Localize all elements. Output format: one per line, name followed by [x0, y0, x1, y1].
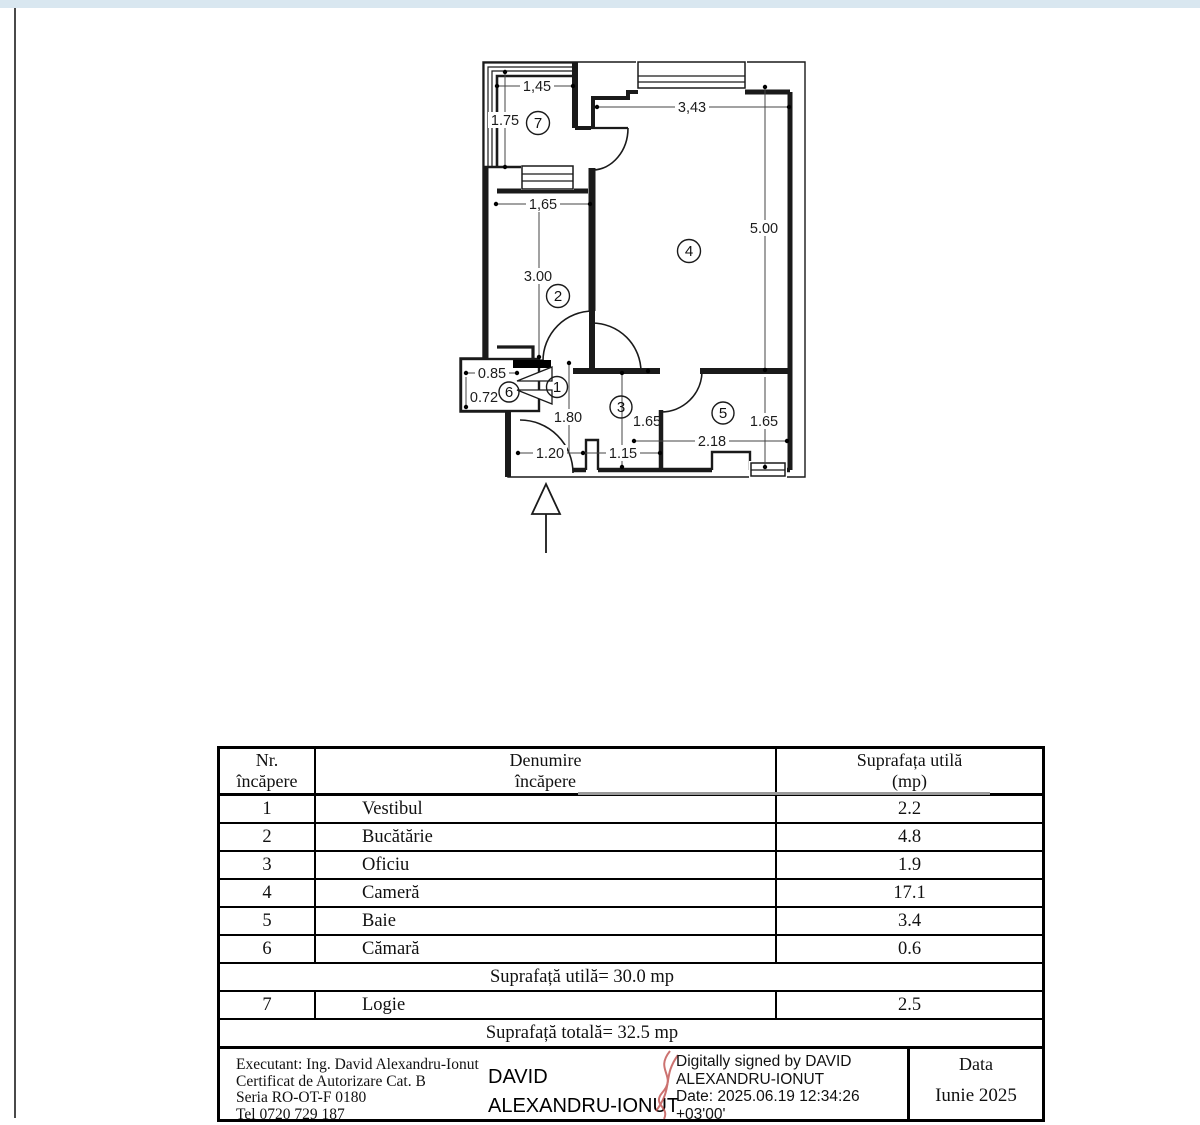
- dim-camara-width: 0.85: [477, 366, 507, 382]
- digital-line: ALEXANDRU-IONUT: [676, 1070, 825, 1088]
- room-number-3: 3: [616, 399, 626, 416]
- window-bathroom: [749, 461, 787, 479]
- total-text: Suprafață totală= 32.5 mp: [219, 1019, 1044, 1048]
- row-area: 1.9: [776, 851, 1044, 879]
- row-nr: 4: [219, 879, 316, 907]
- row-name: Baie: [315, 907, 776, 935]
- row-area: 17.1: [776, 879, 1044, 907]
- table-row: [219, 823, 1044, 851]
- signer-name-line2: ALEXANDRU-IONUT: [488, 1095, 680, 1117]
- scan-edge-band: [0, 0, 1200, 8]
- row-area: 4.8: [776, 823, 1044, 851]
- room-number-6: 6: [504, 384, 514, 401]
- digital-line: Digitally signed by DAVID: [676, 1053, 852, 1070]
- entrance-arrow: [532, 484, 560, 553]
- row-nr: 5: [219, 907, 316, 935]
- table-row: [219, 851, 1044, 879]
- row-name: Bucătărie: [315, 823, 776, 851]
- dim-baie-width: 2.18: [697, 434, 727, 450]
- executant-line: Seria RO-OT-F 0180: [236, 1089, 367, 1106]
- digital-line: Date: 2025.06.19 12:34:26: [676, 1088, 860, 1105]
- floor-plan: [450, 50, 820, 570]
- table-row: [219, 907, 1044, 935]
- dim-camera-width: 3,43: [677, 100, 707, 116]
- row-area: 2.5: [776, 991, 1044, 1019]
- subtotal-row: [219, 963, 1044, 991]
- row-name: Cameră: [315, 879, 776, 907]
- table-row: [219, 991, 1044, 1019]
- table-row: [219, 795, 1044, 824]
- window-kitchen: [521, 164, 574, 190]
- executant-info: [236, 1057, 479, 1123]
- window-living-room: [636, 59, 747, 89]
- row-area: 0.6: [776, 935, 1044, 963]
- table-row: [219, 879, 1044, 907]
- room-number-7: 7: [533, 115, 543, 132]
- subtotal-text: Suprafață utilă= 30.0 mp: [219, 963, 1044, 991]
- dim-kitchen-width: 1,65: [528, 197, 558, 213]
- header-denumire: Denumire încăpere: [315, 748, 776, 795]
- dim-camara-height: 0.72: [469, 390, 499, 406]
- room-number-2: 2: [553, 288, 563, 305]
- header-scan-line: [578, 792, 990, 795]
- row-name: Logie: [315, 991, 776, 1019]
- date-value: Iunie 2025: [935, 1085, 1017, 1106]
- room-number-5: 5: [718, 405, 728, 422]
- executant-line: Tel 0720 729 187: [236, 1105, 345, 1123]
- digital-signature-text: [676, 1053, 860, 1123]
- digital-line: +03'00': [676, 1105, 726, 1123]
- dim-oficiu-width: 1.15: [608, 446, 638, 462]
- row-name: Vestibul: [315, 795, 776, 824]
- dim-baie-height: 1.65: [749, 414, 779, 430]
- executant-line: Executant: Ing. David Alexandru-Ionut: [236, 1056, 479, 1073]
- executant-line: Certificat de Autorizare Cat. B: [236, 1072, 426, 1090]
- dim-balcony-height: 1.75: [490, 113, 520, 129]
- footer-cell: [219, 1048, 1044, 1121]
- header-suprafata: Suprafața utilă (mp): [776, 748, 1044, 795]
- table-row: [219, 935, 1044, 963]
- dim-vestibul-height: 1.80: [553, 410, 583, 426]
- room-number-1: 1: [552, 379, 562, 396]
- header-nr: Nr. încăpere: [219, 748, 316, 795]
- row-name: Cămară: [315, 935, 776, 963]
- total-row: [219, 1019, 1044, 1048]
- signer-name-line1: DAVID: [488, 1066, 548, 1088]
- row-nr: 2: [219, 823, 316, 851]
- dim-camera-height: 5.00: [749, 221, 779, 237]
- table-header-row: [219, 748, 1044, 795]
- date-label: Data: [959, 1054, 993, 1074]
- row-nr: 1: [219, 795, 316, 824]
- area-table: [217, 746, 1045, 1122]
- footer-row: [219, 1048, 1044, 1121]
- room-number-4: 4: [684, 243, 694, 260]
- dim-entry-width: 1.20: [535, 446, 565, 462]
- row-nr: 3: [219, 851, 316, 879]
- row-area: 3.4: [776, 907, 1044, 935]
- dim-kitchen-height: 3.00: [523, 269, 553, 285]
- row-name: Oficiu: [315, 851, 776, 879]
- dim-balcony-width: 1,45: [522, 79, 552, 95]
- page-edge-line: [14, 8, 16, 1118]
- row-nr: 6: [219, 935, 316, 963]
- row-area: 2.2: [776, 795, 1044, 824]
- floor-plan-svg: [450, 50, 820, 570]
- row-nr: 7: [219, 991, 316, 1019]
- date-cell: [907, 1049, 1042, 1119]
- dim-oficiu-height: 1.65: [632, 414, 662, 430]
